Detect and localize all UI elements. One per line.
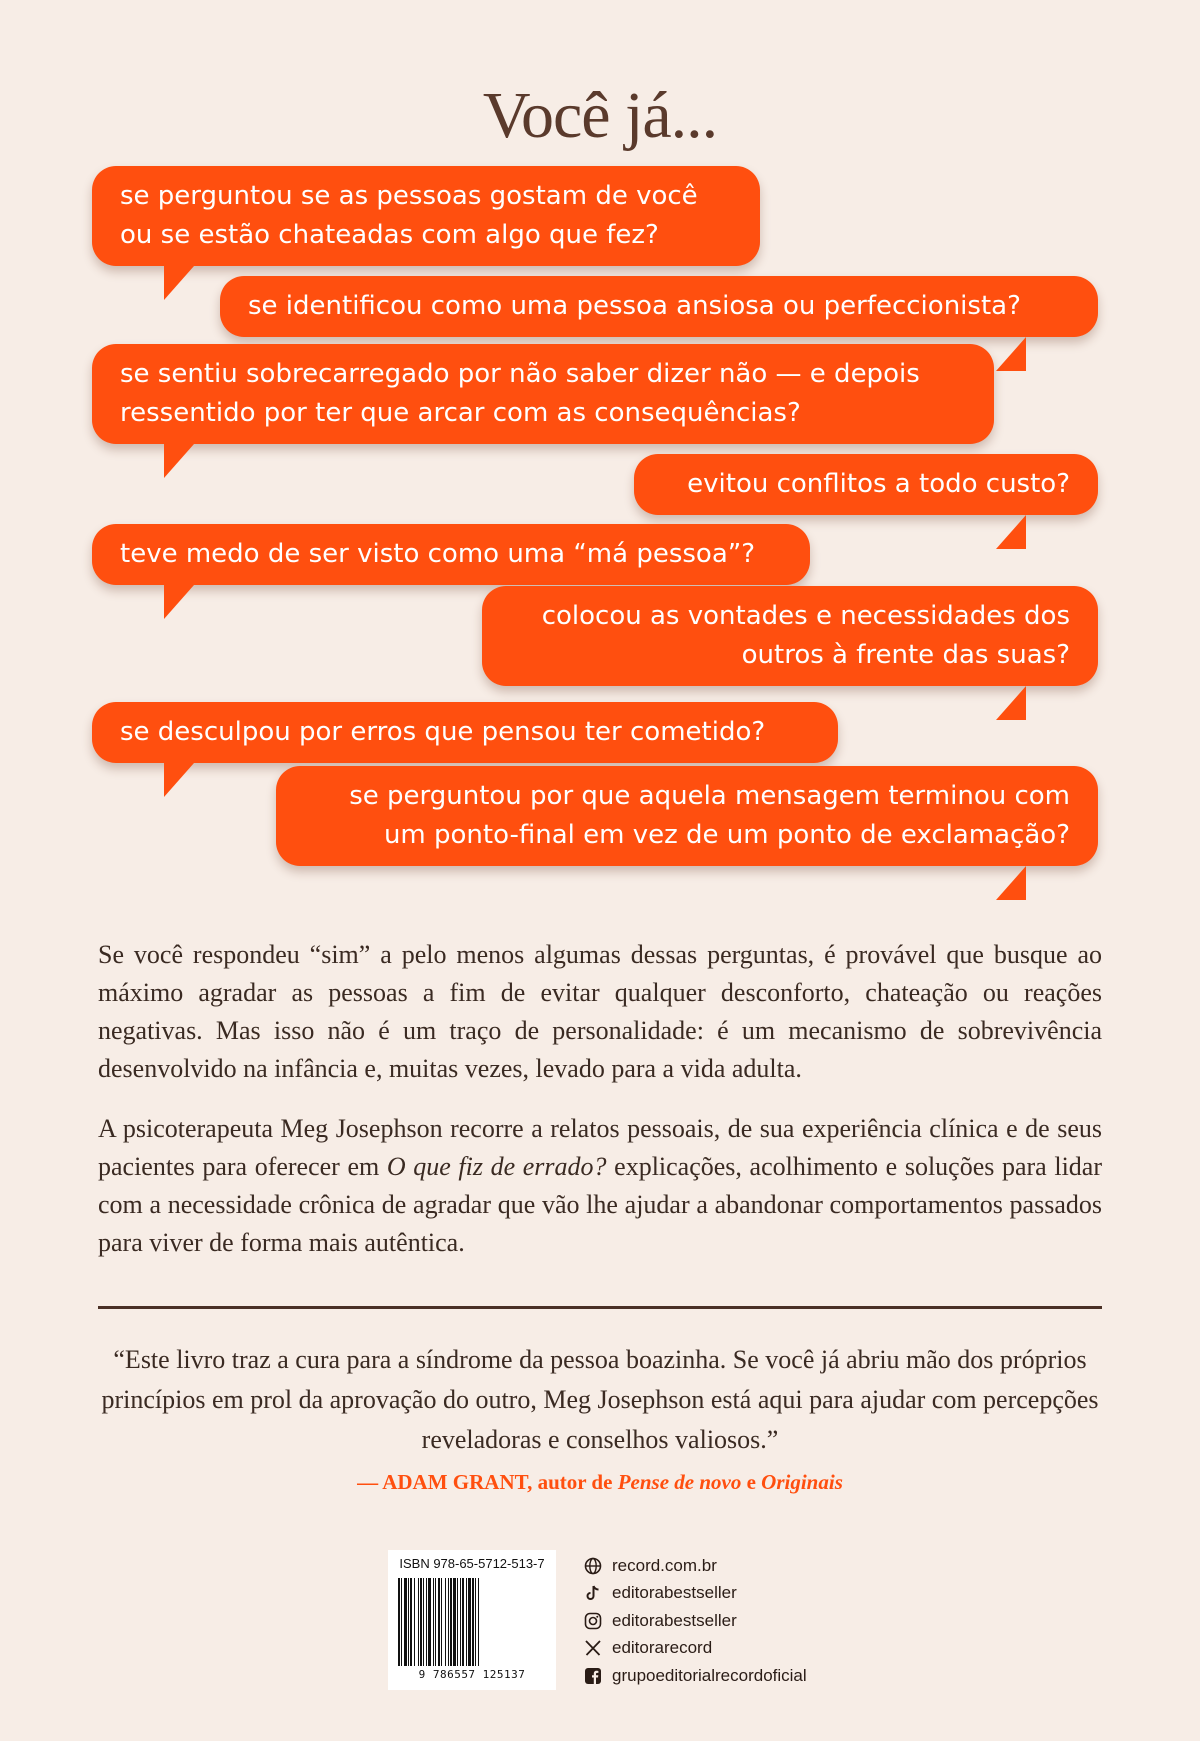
social-label: record.com.br — [612, 1555, 717, 1575]
bubble-line: um ponto-final em vez de um ponto de exclamação? — [383, 820, 1070, 850]
bubble-tail — [164, 444, 194, 478]
bubble-tail — [164, 266, 194, 300]
attribution-prefix: — ADAM GRANT, autor de — [357, 1470, 618, 1494]
bubble-tail — [996, 515, 1026, 549]
social-label: editorarecord — [612, 1638, 713, 1658]
bubble-line: ou se estão chateadas com algo que fez? — [120, 220, 659, 250]
social-item-tiktok[interactable] — [584, 1580, 807, 1608]
bubble-tail — [164, 585, 194, 619]
social-item-x[interactable] — [584, 1635, 807, 1663]
social-links — [584, 1552, 807, 1690]
attribution-book-2: Originais — [761, 1470, 843, 1494]
bubble-line: ressentido por ter que arcar com as consequências? — [120, 398, 801, 428]
bubble-line: se identificou como uma pessoa ansiosa ou perfeccionista? — [248, 291, 1021, 321]
bubble-line: outros à frente das suas? — [741, 640, 1070, 670]
barcode-number: 9 786557 125137 — [418, 1668, 526, 1681]
bubble-tail — [996, 686, 1026, 720]
page-title: Você já... — [482, 79, 718, 152]
question-bubble-2 — [220, 276, 1098, 337]
description-text: explicações, acolhimento e soluções para lidar com a necessidade crônica de agradar que vão lhe ajudar a abandonar comportamentos passados para viver de forma mais autêntica. — [98, 1152, 1102, 1257]
bubble-tail — [164, 763, 194, 797]
social-label: editorabestseller — [612, 1610, 737, 1630]
social-item-instagram[interactable] — [584, 1607, 807, 1635]
book-title: O que fiz de errado? — [386, 1152, 607, 1181]
question-bubble-1 — [92, 166, 760, 266]
question-bubble-7 — [92, 702, 838, 763]
tiktok-icon — [584, 1584, 602, 1602]
attribution-book-1: Pense de novo — [617, 1470, 742, 1494]
bubble-line: se perguntou se as pessoas gostam de você — [120, 181, 698, 211]
question-bubble-8 — [276, 766, 1098, 866]
intro-paragraph: Se você respondeu “sim” a pelo menos algumas dessas perguntas, é provável que busque ao máximo agradar as pessoas a fim de evitar qualquer desconforto, chateação ou reações negativas. Mas isso não é um traço de personalidade: é um mecanismo de sobrevivência desenvolvido na infância e, muitas vezes, levado para a vida adulta. — [98, 940, 1102, 1083]
isbn-label: ISBN 978-65-5712-513-7 — [399, 1556, 545, 1571]
social-label: grupoeditorialrecordoficial — [612, 1665, 807, 1685]
description-paragraph — [98, 1110, 1102, 1262]
social-label: editorabestseller — [612, 1583, 737, 1603]
bubble-line: evitou conflitos a todo custo? — [687, 469, 1070, 499]
globe-icon — [584, 1557, 602, 1575]
bubble-line: se desculpou por erros que pensou ter cometido? — [120, 717, 766, 747]
bubble-line: colocou as vontades e necessidades dos — [541, 601, 1070, 631]
blurb-quote: “Este livro traz a cura para a síndrome da pessoa boazinha. Se você já abriu mão dos próprios princípios em prol da aprovação do outro, Meg Josephson está aqui para ajudar com percepções reveladoras e conselhos valiosos.” — [101, 1345, 1099, 1454]
instagram-icon — [584, 1612, 602, 1630]
question-bubble-4 — [634, 454, 1098, 515]
barcode — [388, 1550, 556, 1690]
blurb-attribution — [0, 1470, 1200, 1495]
bubble-tail — [996, 866, 1026, 900]
x-icon — [584, 1639, 602, 1657]
bubble-line: se perguntou por que aquela mensagem terminou com — [349, 781, 1070, 811]
facebook-icon — [584, 1667, 602, 1685]
bubble-line: se sentiu sobrecarregado por não saber dizer não — e depois — [120, 359, 920, 389]
question-bubble-5 — [92, 524, 810, 585]
barcode-bar — [479, 1578, 480, 1666]
attribution-join: e — [741, 1470, 762, 1494]
bubble-tail — [996, 337, 1026, 371]
divider — [98, 1306, 1102, 1309]
bubble-line: teve medo de ser visto como uma “má pessoa”? — [120, 539, 756, 569]
description-text: A psicoterapeuta Meg Josephson recorre a relatos pessoais, de sua experiência clínica e de seus pacientes para oferecer em — [98, 1114, 1102, 1181]
barcode-bars — [398, 1578, 546, 1666]
social-item-website[interactable] — [584, 1552, 807, 1580]
question-bubble-6 — [482, 586, 1098, 686]
question-bubble-3 — [92, 344, 994, 444]
social-item-facebook[interactable] — [584, 1662, 807, 1690]
